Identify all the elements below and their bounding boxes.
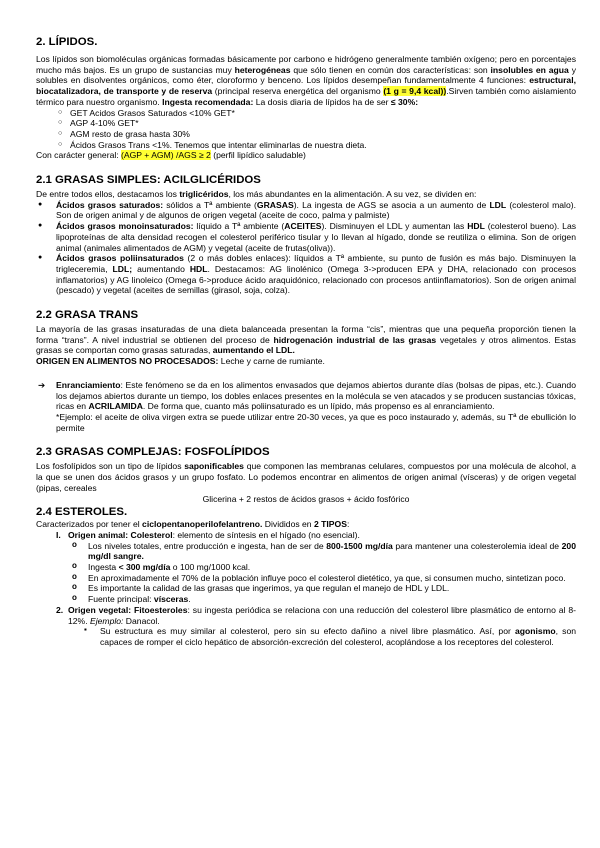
origen-vegetal-item: [36, 605, 576, 626]
text-bold: LDL: [489, 199, 507, 210]
list-item: [68, 562, 576, 573]
text: que sólo tienen en común dos características: son: [290, 64, 491, 75]
text: Su estructura es muy similar al colesterol, pero sin su efecto dañino a nivel libre plasmático. Así, por: [100, 626, 515, 637]
text-bold: vísceras: [153, 594, 189, 605]
text: Fuente principal:: [88, 594, 154, 605]
text-bold: 200 mg/dl sangre.: [88, 540, 576, 562]
enranciamiento-note: [36, 380, 576, 434]
text: : su ingesta periódica se relaciona con una reducción del colesterol libre plasmático de entorno al 8-12%.: [68, 604, 577, 626]
text: : Este fenómeno se da en los alimentos envasados que dejamos abiertos durante días (bolsas de pipas, etc.). Cuando los dejamos abiertos durante un tiempo, los dobles enlaces presentes en la molécula se ven atacados y se producen sustancias tóxicas, ricas en: [56, 379, 576, 412]
text: ). Disminuyen el LDL y aumentan las: [321, 221, 468, 232]
fosfolipidos-paragraph: [36, 461, 576, 493]
text: (perfil lipídico saludable): [210, 150, 306, 161]
text: Los lípidos son biomoléculas orgánicas formadas básicamente por carbono e hidrógeno generalmente también oxígeno; pero en porcentajes mucho más bajos. Es un grupo de sustancias muy: [36, 54, 576, 75]
text-bold: Ingesta recomendada:: [162, 96, 254, 107]
text-bold: HDL: [189, 263, 208, 274]
list-item: [36, 253, 576, 296]
text: y solubles en disolventes orgánicos, como éter, cloroformo y benceno. Los lípidos desempeñan fundamentalmente 4 funciones:: [36, 64, 576, 86]
text-bold: triglicéridos: [179, 189, 229, 200]
text-bold: hidrogenación industrial de las grasas: [273, 334, 437, 345]
list-item: ○ Ácidos Grasos Trans <1%. Tenemos que intentar eliminarlas de nuestra dieta.: [58, 140, 576, 151]
text-bold: 2 TIPOS: [313, 519, 347, 530]
text: .: [188, 594, 191, 605]
text: Ingesta: [88, 562, 119, 573]
text: líquido a Tª ambiente (: [193, 221, 285, 232]
text: La dosis diaria de lípidos ha de ser: [253, 96, 391, 107]
text-bold: Origen vegetal: Fitoesteroles: [68, 604, 188, 615]
section-title-esteroles: 2.4 ESTEROLES.: [36, 506, 128, 519]
fatty-acids-list: [36, 200, 576, 296]
text: . De forma que, cuanto más poliinsaturado es un lípido, más propenso es al enranciamiento.: [142, 401, 495, 412]
text: De entre todos ellos, destacamos los: [36, 189, 180, 200]
list-item: [68, 541, 576, 562]
list-item: [68, 594, 576, 605]
list-item: ○ GET Acidos Grasos Saturados <10% GET*: [58, 108, 576, 119]
text: Divididos en: [262, 519, 314, 530]
general-ratio: [36, 150, 576, 161]
text: , son capaces de romper el ciclo hepático de absorción-excreción del colesterol, acoplándose a los receptores del colesterol.: [100, 626, 576, 647]
origen-animal-item: [36, 530, 576, 541]
text-bold: HDL: [467, 221, 485, 232]
text-bold: Origen animal: Colesterol: [68, 529, 173, 540]
text: Los fosfolípidos son un tipo de lípidos: [36, 461, 185, 472]
text: (colesterol bueno). Las lipoproteínas de alta densidad recogen el colesterol periférico tisular y lo llevan al hígado, donde se reutiliza o elimina. Son de origen animal (animales alimentados de AGM) y vegetal (aceite de frutas(oliva)).: [56, 221, 577, 253]
text: aumentando: [132, 263, 190, 274]
list-item: [36, 200, 576, 221]
text: .Sirven también como aislamiento térmico para nuestro organismo.: [36, 86, 576, 107]
text: Los niveles totales, entre producción e ingesta, han de ser de: [88, 540, 327, 551]
text: vegetales y otros alimentos. Estas grasas se comportan como grasas saturadas,: [36, 334, 576, 356]
text: para mantener una colesterolemia ideal de: [392, 540, 562, 551]
list-item: ○ AGP 4-10% GET*: [58, 118, 576, 129]
text-bold: Enranciamiento: [56, 379, 121, 390]
section-title-grasa-trans: 2.2 GRASA TRANS: [36, 309, 139, 322]
text-bold: aumentando el LDL.: [212, 345, 295, 356]
text: sólidos a Tª ambiente (: [163, 199, 257, 210]
text-bold: < 300 mg/día: [118, 562, 171, 573]
item-number: I.: [56, 529, 61, 540]
document-page: [36, 36, 576, 648]
section-title-grasas-simples: 2.1 GRASAS SIMPLES: ACILGLICÉRIDOS: [36, 174, 261, 187]
fosfolipido-formula: Glicerina + 2 restos de ácidos grasos + ácido fosfórico: [202, 493, 410, 504]
section-title-fosfolipidos: 2.3 GRASAS COMPLEJAS: FOSFOLÍPIDOS: [36, 446, 270, 459]
intake-list: [58, 108, 576, 151]
text: *Ejemplo: el aceite de oliva virgen extra se puede utilizar entre 20-30 veces, ya que es poco instaurado y, además, su Tª de ebullición lo permite: [56, 411, 576, 433]
text-bold: Ácidos grasos saturados:: [56, 199, 164, 210]
text: Danacol.: [123, 615, 160, 626]
esteroles-intro: [36, 519, 576, 530]
list-item: o Es importante la calidad de las grasas que ingerimos, ya que regulan el manejo de HDL y LDL.: [68, 583, 576, 594]
text: (2 o más dobles enlaces): líquidos a Tª ambiente, su punto de fusión es más bajo. Disminuyen la trigleceremia,: [56, 253, 576, 274]
text-bold: ciclopentanoperilofelantreno.: [142, 519, 263, 530]
item-number: 2.: [56, 604, 64, 615]
text-bold: Ácidos grasos poliinsaturados: [56, 253, 184, 264]
text-bold: GRASAS: [256, 199, 294, 210]
text-bold: LDL;: [112, 263, 133, 274]
text-bold: agonismo: [515, 626, 556, 637]
text-bold: insolubles en agua: [490, 64, 569, 75]
text: (principal reserva energética del organismo: [212, 86, 384, 97]
list-item: [80, 626, 576, 647]
text-bold: Ácidos grasos monoinsaturados:: [56, 221, 194, 232]
grasa-trans-paragraph: [36, 324, 576, 367]
text: que componen las membranas celulares, compuestos por una molécula de alcohol, a la que se unen dos ácidos grasos y un grupo fosfato. Lo podemos encontrar en alimentos de origen animal (vísceras) y de origen vegetal (pipas, cereales: [36, 461, 576, 493]
text: , los más abundantes en la alimentación. A su vez, se dividen en:: [228, 189, 477, 200]
lipidos-paragraph: [36, 54, 576, 108]
highlight-ratio: (AGP + AGM) /AGS ≥ 2: [121, 150, 211, 161]
text: Con carácter general:: [36, 150, 122, 161]
text-bold: 800-1500 mg/día: [326, 540, 393, 551]
text: . Destacamos: AG linolénico (Omega 3->producen EPA y DHA, relacionado con procesos inflamatorios) y AG linoleico (Omega 6->produce ácido araquidónico, relacionado con procesos antiinflamatorios). Son de origen animal (pescado) y vegetal (aceites de semillas (girasol, soja, colza).: [56, 263, 577, 296]
text: Caracterizados por tener el: [36, 519, 143, 530]
text: o 100 mg/1000 kcal.: [170, 562, 251, 573]
text: (colesterol malo). Son de origen animal y de algunos de origen vegetal (aceite de coco, palma y palmiste): [56, 199, 576, 221]
text-bold: ≤ 30%:: [390, 96, 419, 107]
text-bold: ORIGEN EN ALIMENTOS NO PROCESADOS:: [36, 356, 219, 367]
fitoesteroles-list: [80, 626, 576, 647]
text: :: [346, 519, 350, 530]
list-item: ○ AGM resto de grasa hasta 30%: [58, 129, 576, 140]
highlight-kcal: (1 g = 9,4 kcal)): [383, 86, 447, 97]
text-bold: ACEITES: [284, 221, 322, 232]
list-item: [36, 221, 576, 253]
text: La mayoría de las grasas insaturadas de una dieta balanceada presentan la forma “cis”, mientras que una pequeña proporción tienen la forma “trans”. A nivel industrial se obtienen del proceso de: [36, 324, 576, 345]
section-title-lipidos: 2. LÍPIDOS.: [36, 36, 98, 48]
text-bold: heterogéneas: [234, 64, 291, 75]
text-italic: Ejemplo:: [89, 615, 124, 626]
text: ). La ingesta de AGS se asocia a un aumento de: [293, 199, 490, 210]
arrow-icon: ➔: [38, 379, 46, 390]
text-bold: estructural, biocatalizadora, de transporte y de reserva: [36, 75, 576, 97]
text-bold: saponificables: [184, 461, 244, 472]
text: : elemento de síntesis en el hígado (no esencial).: [172, 529, 360, 540]
colesterol-list: [68, 541, 576, 605]
list-item: o En aproximadamente el 70% de la población influye poco el colesterol dietético, ya que, si consumen mucho, sintetizan poco.: [68, 573, 576, 584]
grasas-simples-intro: [36, 189, 576, 200]
text: Leche y carne de rumiante.: [218, 356, 325, 367]
text-bold: ACRILAMIDA: [88, 401, 143, 412]
